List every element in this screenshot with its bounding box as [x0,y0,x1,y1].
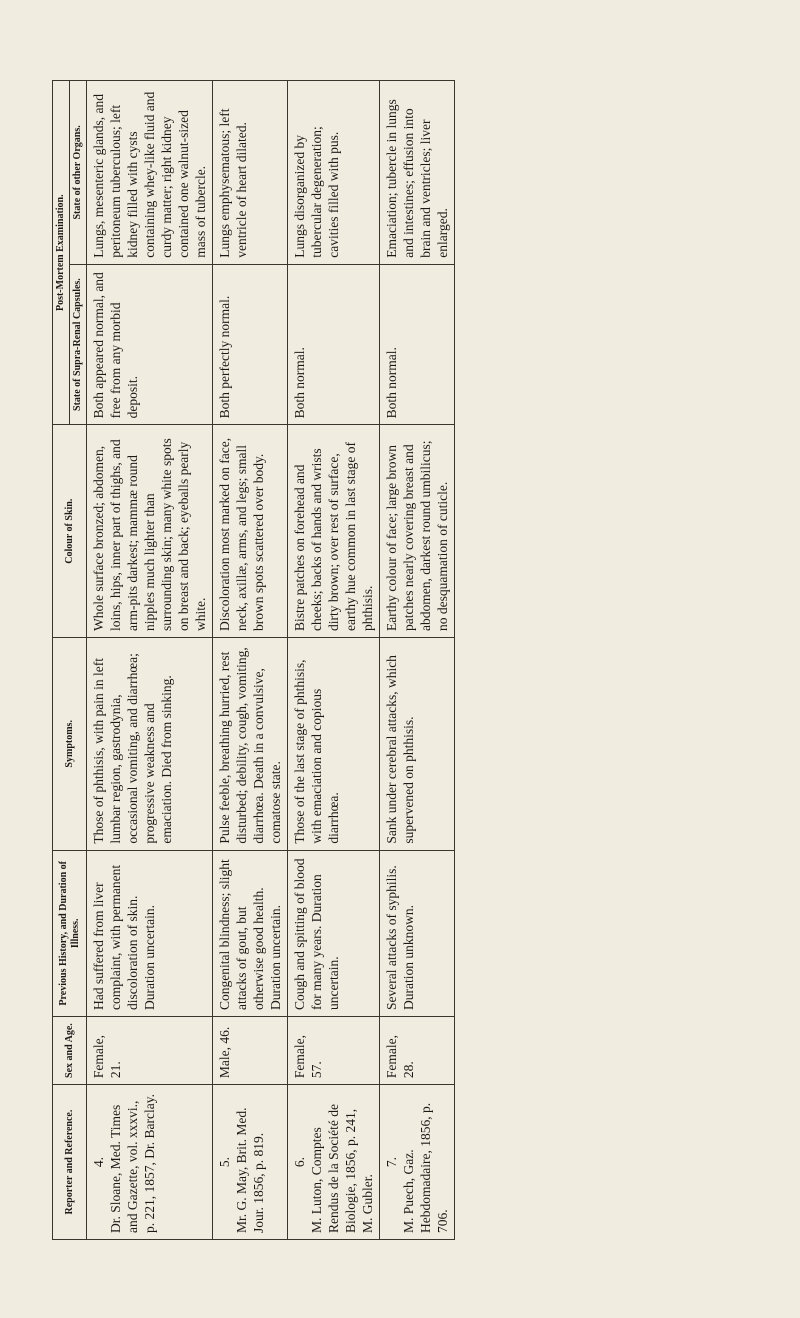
supra-renal-cell: Both perfectly normal. [213,264,288,425]
case-table [52,80,455,1240]
case-number: 4. [91,1157,106,1168]
case-number: 6. [292,1157,307,1168]
reporter-cell [87,1085,213,1240]
reporter-cell [288,1085,380,1240]
table-row [87,81,213,1240]
sex-age-cell: Female, 21. [87,1017,213,1085]
supra-renal-cell: Both normal. [288,264,380,425]
symptoms-cell: Those of the last stage of phthisis, with emaciation and copious diarrhœa. [288,638,380,851]
symptoms-cell: Those of phthisis, with pain in left lumbar region, gastrodynia, occasional vomiting, and diarrhœa; progressive weakness and emaciation. Died from sinking. [87,638,213,851]
sex-age-cell: Female, 28. [380,1017,455,1085]
colour-of-skin-cell: Earthy colour of face; large brown patches nearly covering breast and abdomen, darkest round umbilicus; no desquamation of cuticle. [380,425,455,638]
header-supra-renal: State of Supra-Renal Capsules. [70,264,87,425]
header-sex-age: Sex and Age. [53,1017,87,1085]
case-number: 7. [384,1157,399,1168]
symptoms-cell: Pulse feeble, breathing hurried, rest disturbed; debility, cough, vomiting, diarrhœa. Death in a convulsive, comatose state. [213,638,288,851]
reporter-reference: Mr. G. May, Brit. Med. Jour. 1856, p. 819. [234,1107,266,1233]
previous-history-cell: Congenital blindness; slight attacks of gout, but otherwise good health. Duration uncertain. [213,850,288,1016]
header-previous-history: Previous History, and Duration of Illness. [53,850,87,1016]
header-symptoms: Symptoms. [53,638,87,851]
previous-history-cell: Had suffered from liver complaint, with permanent discoloration of skin. Duration uncertain. [87,850,213,1016]
sex-age-cell: Female, 57. [288,1017,380,1085]
colour-of-skin-cell: Whole surface bronzed; abdomen, loins, hips, inner part of thighs, and arm-pits darkest; mammæ round nipples much lighter than surrounding skin; many white spots on breast and back; eyeballs pearly white. [87,425,213,638]
other-organs-cell: Lungs disorganized by tubercular degeneration; cavities filled with pus. [288,81,380,265]
other-organs-cell: Emaciation; tubercle in lungs and intestines; effusion into brain and ventricles; liver enlarged. [380,81,455,265]
header-row-top [53,81,70,1240]
header-reporter: Reporter and Reference. [53,1085,87,1240]
supra-renal-cell: Both appeared normal, and free from any morbid deposit. [87,264,213,425]
other-organs-cell: Lungs, mesenteric glands, and peritoneum tuberculous; left kidney filled with cysts containing whey-like fluid and curdy matter; right kidney contained one walnut-sized mass of tubercle. [87,81,213,265]
reporter-cell [213,1085,288,1240]
other-organs-cell: Lungs emphysematous; left ventricle of heart dilated. [213,81,288,265]
reporter-reference: M. Puech, Gaz. Hebdomadaire, 1856, p. 706. [401,1102,450,1233]
symptoms-cell: Sank under cerebral attacks, which supervened on phthisis. [380,638,455,851]
colour-of-skin-cell: Discoloration most marked on face, neck, axillæ, arms, and legs; small brown spots scattered over body. [213,425,288,638]
colour-of-skin-cell: Bistre patches on forehead and cheeks; backs of hands and wrists dirty brown; over rest of surface, earthy hue common in last stage of phthisis. [288,425,380,638]
reporter-reference: M. Luton, Comptes Rendus de la Société de Biologie, 1856, p. 241, M. Gubler. [309,1104,375,1233]
case-number: 5. [217,1157,232,1168]
table-row [380,81,455,1240]
sex-age-cell: Male, 46. [213,1017,288,1085]
previous-history-cell: Several attacks of syphilis. Duration unknown. [380,850,455,1016]
previous-history-cell: Cough and spitting of blood for many years. Duration uncertain. [288,850,380,1016]
header-post-mortem: Post-Mortem Examination. [53,81,70,425]
reporter-reference: Dr. Sloane, Med. Times and Gazette, vol. xxxvi., p. 221, 1857, Dr. Barclay. [108,1094,157,1233]
table-row [288,81,380,1240]
header-colour-of-skin: Colour of Skin. [53,425,87,638]
header-other-organs: State of other Organs. [70,81,87,265]
reporter-cell [380,1085,455,1240]
table-row [213,81,288,1240]
supra-renal-cell: Both normal. [380,264,455,425]
